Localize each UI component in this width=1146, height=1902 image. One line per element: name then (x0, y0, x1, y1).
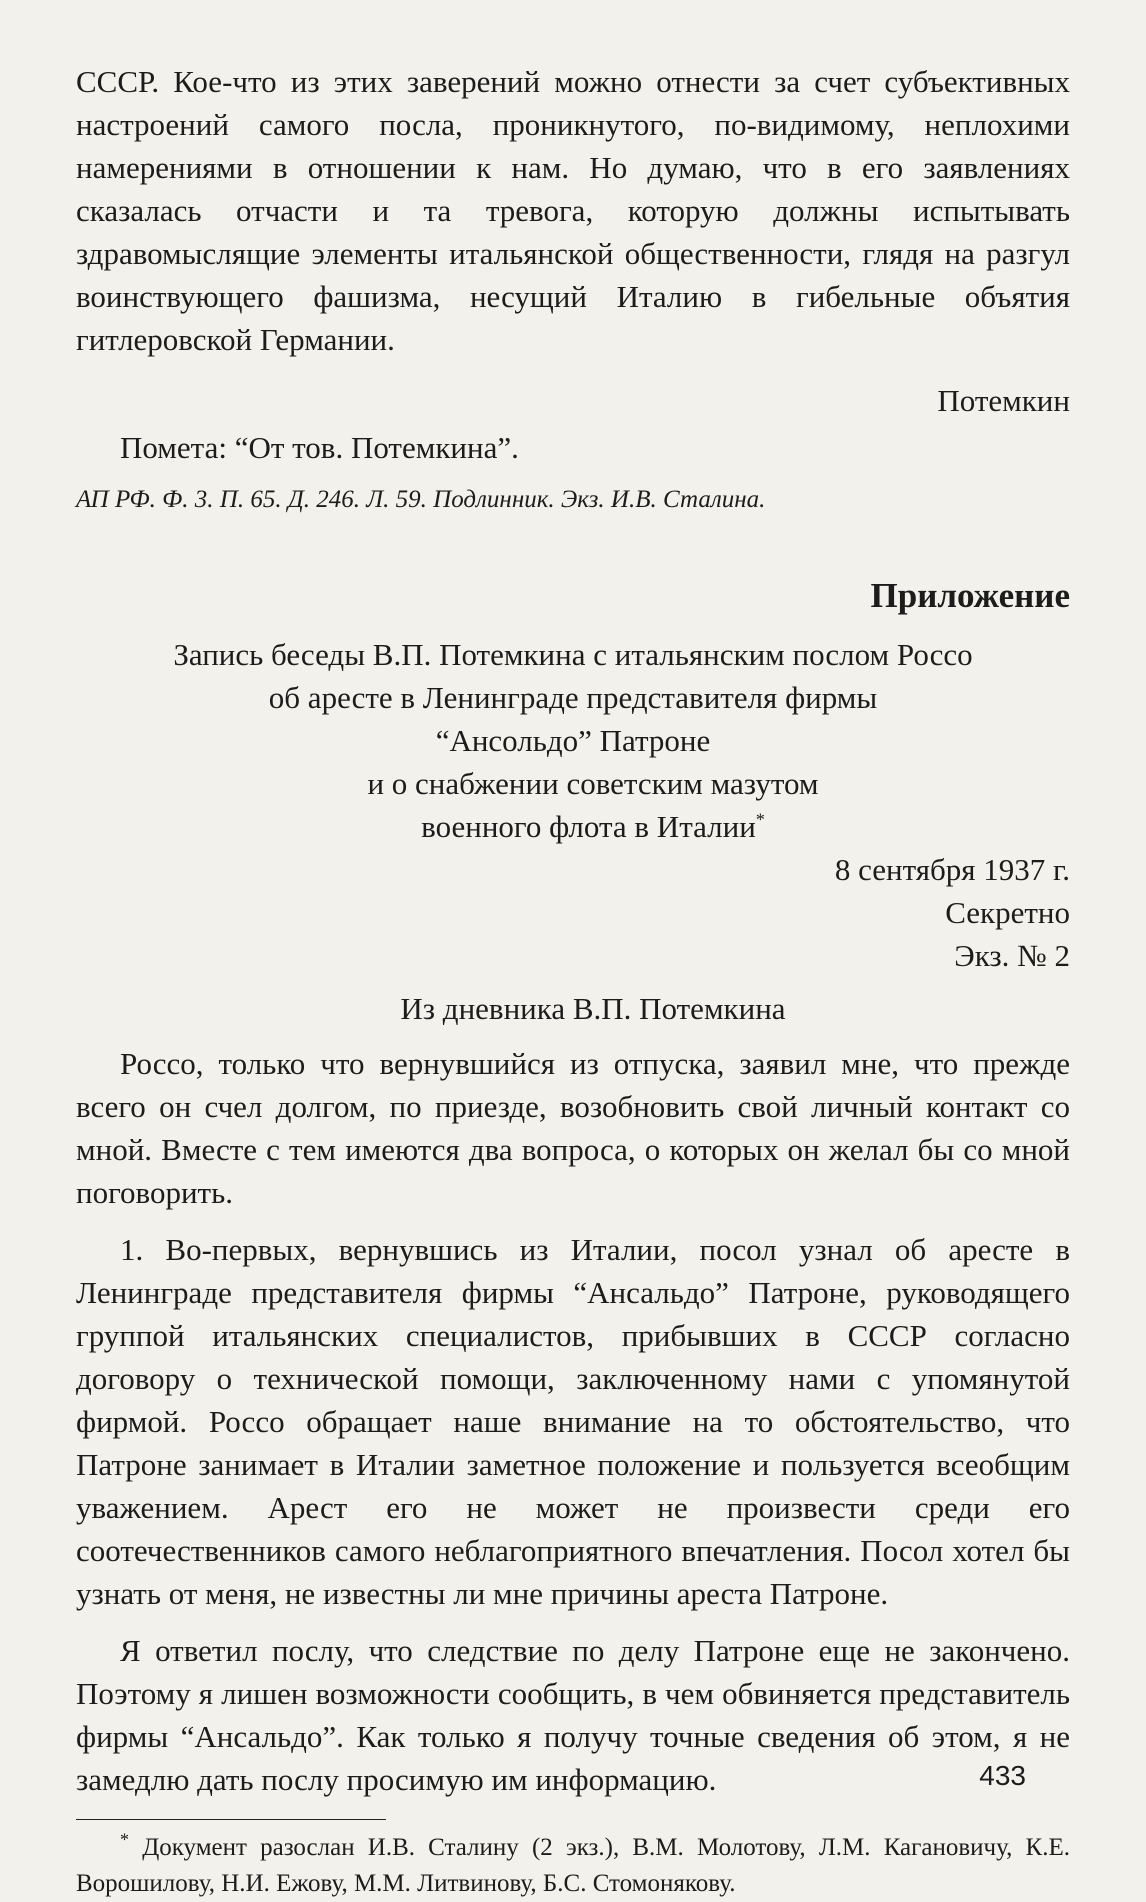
pometa-note: Помета: “От тов. Потемкина”. (120, 430, 519, 465)
page-number: 433 (979, 1760, 1026, 1791)
archive-reference: АП РФ. Ф. 3. П. 65. Д. 246. Л. 59. Подлинник. Экз. И.В. Сталина. (76, 486, 766, 513)
title-line-3: “Ансольдо” Патроне (435, 723, 711, 758)
document-date: 8 сентября 1937 г. (834, 852, 1070, 887)
classification-stamp: Секретно (945, 895, 1070, 930)
footnote-marker: * (755, 809, 765, 830)
diary-source-heading: Из дневника В.П. Потемкина (400, 991, 786, 1026)
title-line-4: и о снабжении советским мазутом (367, 766, 819, 801)
title-line-5 (76, 805, 1070, 848)
signature: Потемкин (937, 383, 1070, 418)
copy-number: Экз. № 2 (954, 938, 1070, 973)
title-line-2: об аресте в Ленинграде представителя фирмы (268, 680, 878, 715)
opening-paragraph: СССР. Кое-что из этих заверений можно отнести за счет субъективных настроений самого посла, проникнутого, по-видимому, неплохими намерениями в отношении к нам. Но думаю, что в его заявлениях сказалась отчасти и та тревога, которую должны испытывать здравомыслящие элементы итальянской общественности, глядя на разгул воинствующего фашизма, несущий Италию в гибельные объятия гитлеровской Германии. (76, 64, 1070, 357)
body-paragraph: Россо, только что вернувшийся из отпуска, заявил мне, что прежде всего он счел долгом, по приезде, возобновить свой личный контакт со мной. Вместе с тем имеются два вопроса, о которых он желал бы со мной поговорить. (76, 1046, 1070, 1210)
text-column (76, 60, 1070, 1902)
title-line-5-text: военного флота в Италии (421, 809, 756, 844)
title-line-1: Запись беседы В.П. Потемкина с итальянским послом Россо (173, 637, 973, 672)
body-paragraph: 1. Во-первых, вернувшись из Италии, посол узнал об аресте в Ленинграде представителя фирмы “Ансальдо” Патроне, руководящего группой итальянских специалистов, прибывших в СССР согласно договору о технической помощи, заключенному нами с упомянутой фирмой. Россо обращает наше внимание на то обстоятельство, что Патроне занимает в Италии заметное положение и пользуется всеобщим уважением. Арест его не может не произвести среди его соотечественников самого неблагоприятного впечатления. Посол хотел бы узнать от меня, не известны ли мне причины ареста Патроне. (76, 1232, 1070, 1611)
footnote-text: Документ разослан И.В. Сталину (2 экз.), В.М. Молотову, Л.М. Кагановичу, К.Е. Ворошилову, Н.И. Ежову, М.М. Литвинову, Б.С. Стомонякову. (76, 1834, 1071, 1897)
document-title (76, 633, 1070, 848)
body-paragraph: Я ответил послу, что следствие по делу Патроне еще не закончено. Поэтому я лишен возможности сообщить, в чем обвиняется представитель фирмы “Ансальдо”. Как только я получу точные сведения об этом, я не замедлю дать послу просимую им информацию. (76, 1633, 1070, 1797)
footnote-mark: * (120, 1829, 129, 1850)
appendix-heading: Приложение (870, 576, 1070, 615)
body-text (76, 1042, 1070, 1801)
footnote-divider (76, 1819, 386, 1820)
